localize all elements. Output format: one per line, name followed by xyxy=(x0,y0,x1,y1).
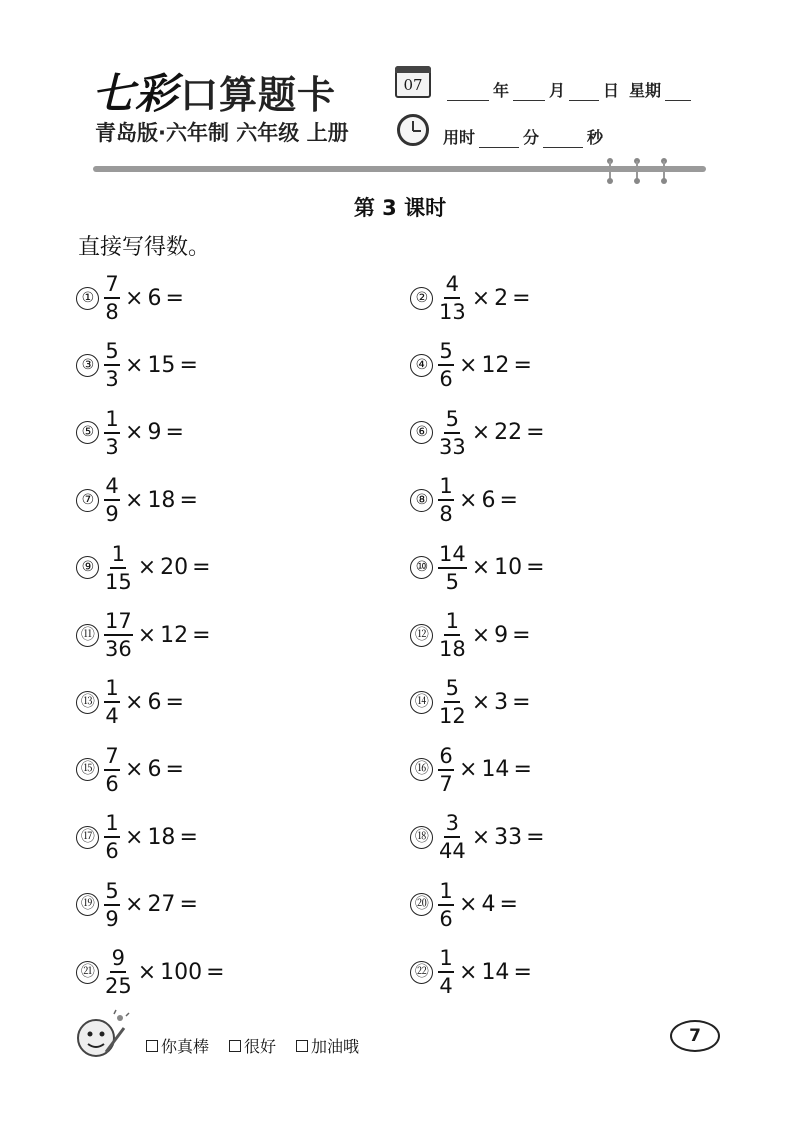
times-sign: × xyxy=(459,892,478,918)
minute-label: 分 xyxy=(523,128,540,147)
problem-number: ⑬ xyxy=(76,691,99,714)
brand-rest: 口算题卡 xyxy=(180,71,337,117)
problem-number: ③ xyxy=(76,354,99,377)
fraction-numerator: 7 xyxy=(104,745,120,771)
fraction-numerator: 9 xyxy=(110,947,126,973)
fraction xyxy=(438,880,454,930)
equals-sign: = xyxy=(165,420,184,446)
problem-item xyxy=(76,809,200,865)
fraction-numerator: 1 xyxy=(104,677,120,703)
multiplier: 10 xyxy=(494,555,523,581)
fraction xyxy=(104,677,120,727)
problem-number: ⑮ xyxy=(76,758,99,781)
problem-item xyxy=(410,742,534,798)
multiplier: 33 xyxy=(494,824,523,850)
multiplier: 14 xyxy=(481,757,510,783)
equals-sign: = xyxy=(179,352,198,378)
fraction-denominator: 33 xyxy=(439,434,466,459)
problem-number: ⑳ xyxy=(410,893,433,916)
problem-item xyxy=(410,472,520,528)
equals-sign: = xyxy=(499,892,518,918)
fraction xyxy=(438,475,454,525)
equals-sign: = xyxy=(165,757,184,783)
problem-number: ① xyxy=(76,287,99,310)
problem-number: ⑱ xyxy=(410,826,433,849)
day-label: 日 xyxy=(603,81,620,100)
problem-number: ⑥ xyxy=(410,421,433,444)
fraction xyxy=(104,543,133,593)
fraction-numerator: 6 xyxy=(438,745,454,771)
fraction-denominator: 18 xyxy=(439,637,466,661)
time-fields xyxy=(443,125,603,148)
problem-item xyxy=(76,674,186,730)
times-sign: × xyxy=(471,555,491,581)
equals-sign: = xyxy=(526,420,545,446)
fraction xyxy=(438,677,467,727)
times-sign: × xyxy=(137,959,157,985)
problem-item xyxy=(410,337,534,393)
fraction xyxy=(104,880,120,930)
equals-sign: = xyxy=(206,959,225,985)
fraction-numerator: 5 xyxy=(444,677,460,703)
problem-number: ④ xyxy=(410,354,433,377)
equals-sign: = xyxy=(192,555,211,581)
equals-sign: = xyxy=(513,352,532,378)
fraction xyxy=(104,947,133,997)
fraction-numerator: 14 xyxy=(438,543,467,569)
multiplier: 6 xyxy=(147,689,162,715)
problem-item xyxy=(410,877,520,933)
fraction xyxy=(104,610,133,660)
times-sign: × xyxy=(459,757,478,783)
fraction-numerator: 1 xyxy=(104,408,120,434)
fraction-denominator: 4 xyxy=(105,704,119,729)
problem-item xyxy=(410,809,547,865)
equals-sign: = xyxy=(165,689,184,715)
fraction-numerator: 3 xyxy=(444,812,460,838)
fraction-denominator: 3 xyxy=(105,367,119,392)
multiplier: 4 xyxy=(481,892,496,918)
brand-first: 七彩 xyxy=(92,69,179,118)
multiplier: 12 xyxy=(160,622,189,648)
fraction-numerator: 4 xyxy=(104,475,120,501)
equals-sign: = xyxy=(192,622,211,648)
fraction xyxy=(104,273,120,323)
times-sign: × xyxy=(125,285,144,311)
times-sign: × xyxy=(471,824,491,850)
minute-blank[interactable] xyxy=(479,129,519,148)
problem-number: ⑦ xyxy=(76,489,99,512)
equals-sign: = xyxy=(526,824,545,850)
fraction-denominator: 12 xyxy=(439,704,466,729)
problem-item xyxy=(410,270,533,326)
multiplier: 3 xyxy=(494,689,509,715)
times-sign: × xyxy=(125,824,144,850)
rating-option-great[interactable]: 你真棒 xyxy=(146,1034,209,1057)
fraction-numerator: 1 xyxy=(438,947,454,973)
multiplier: 18 xyxy=(147,487,176,513)
date-fields xyxy=(443,78,695,101)
multiplier: 15 xyxy=(147,352,176,378)
fraction-numerator: 1 xyxy=(438,880,454,906)
fraction xyxy=(104,340,120,390)
fraction-denominator: 25 xyxy=(105,974,132,998)
problem-item xyxy=(410,607,533,663)
fraction-denominator: 6 xyxy=(439,367,453,392)
equals-sign: = xyxy=(512,622,531,648)
fraction-numerator: 4 xyxy=(444,273,460,299)
rating-option-good[interactable]: 很好 xyxy=(229,1034,276,1057)
times-sign: × xyxy=(459,959,478,985)
multiplier: 14 xyxy=(481,959,510,985)
times-sign: × xyxy=(137,622,157,648)
times-sign: × xyxy=(125,892,144,918)
problem-item xyxy=(76,944,227,1000)
multiplier: 22 xyxy=(494,420,523,446)
equals-sign: = xyxy=(513,757,532,783)
problem-item xyxy=(76,540,213,596)
fraction-numerator: 5 xyxy=(104,340,120,366)
fraction xyxy=(438,745,454,795)
times-sign: × xyxy=(471,285,491,311)
mascot-icon xyxy=(74,1008,130,1066)
problem-item xyxy=(76,270,186,326)
time-used-label: 用时 xyxy=(443,128,476,147)
times-sign: × xyxy=(459,352,478,378)
fraction-denominator: 3 xyxy=(105,434,119,459)
multiplier: 100 xyxy=(160,959,203,985)
header-divider xyxy=(93,166,706,172)
times-sign: × xyxy=(125,352,144,378)
edition-label: 青岛版·六年制 六年级 上册 xyxy=(95,121,349,145)
fraction-numerator: 17 xyxy=(104,610,133,636)
problem-number: ⑧ xyxy=(410,489,433,512)
problem-item xyxy=(76,607,213,663)
rating-option-keep-going[interactable]: 加油哦 xyxy=(296,1034,359,1057)
multiplier: 18 xyxy=(147,824,176,850)
problem-item xyxy=(410,405,547,461)
fraction-denominator: 6 xyxy=(105,839,119,864)
problem-item xyxy=(76,405,186,461)
fraction-numerator: 5 xyxy=(438,340,454,366)
problem-number: ⑰ xyxy=(76,826,99,849)
fraction xyxy=(104,745,120,795)
fraction-denominator: 9 xyxy=(105,502,119,527)
fraction xyxy=(104,408,120,458)
times-sign: × xyxy=(471,622,491,648)
times-sign: × xyxy=(125,757,144,783)
month-blank[interactable] xyxy=(513,82,545,101)
problem-number: ⑫ xyxy=(410,624,433,647)
fraction-denominator: 44 xyxy=(439,839,466,864)
fraction-numerator: 5 xyxy=(104,880,120,906)
checkbox[interactable] xyxy=(229,1040,241,1052)
equals-sign: = xyxy=(512,285,531,311)
multiplier: 20 xyxy=(160,555,189,581)
calendar-day: 07 xyxy=(403,76,423,94)
problem-number: ⑪ xyxy=(76,624,99,647)
fraction-denominator: 5 xyxy=(445,569,460,594)
times-sign: × xyxy=(459,487,478,513)
times-sign: × xyxy=(471,420,491,446)
second-blank[interactable] xyxy=(543,129,583,148)
fraction-denominator: 8 xyxy=(105,300,119,324)
clock-icon xyxy=(397,114,429,146)
fraction xyxy=(438,408,467,458)
fraction xyxy=(104,475,120,525)
problem-number: ⑯ xyxy=(410,758,433,781)
times-sign: × xyxy=(471,689,491,715)
fraction-denominator: 8 xyxy=(439,502,453,527)
problem-item xyxy=(410,540,547,596)
day-blank[interactable] xyxy=(569,82,599,101)
fraction-numerator: 1 xyxy=(104,812,120,838)
checkbox[interactable] xyxy=(146,1040,158,1052)
weekday-blank[interactable] xyxy=(665,82,691,101)
equals-sign: = xyxy=(526,555,545,581)
calendar-icon xyxy=(395,66,431,98)
fraction-denominator: 13 xyxy=(439,300,466,324)
fraction-numerator: 1 xyxy=(110,543,126,569)
multiplier: 27 xyxy=(147,892,176,918)
problem-number: ㉑ xyxy=(76,961,99,984)
year-label: 年 xyxy=(493,81,510,100)
problem-item xyxy=(76,877,200,933)
page-number: 7 xyxy=(670,1020,720,1052)
fraction-denominator: 6 xyxy=(105,771,119,796)
problem-item xyxy=(76,472,200,528)
binder-ring-icon xyxy=(633,158,641,184)
fraction xyxy=(438,543,467,593)
multiplier: 12 xyxy=(481,352,510,378)
problem-number: ⑭ xyxy=(410,691,433,714)
fraction xyxy=(438,812,467,862)
equals-sign: = xyxy=(499,487,518,513)
fraction-denominator: 4 xyxy=(439,974,453,998)
problem-number: ② xyxy=(410,287,433,310)
lesson-title: 第 3 课时 xyxy=(353,196,447,220)
times-sign: × xyxy=(137,555,157,581)
multiplier: 6 xyxy=(147,285,162,311)
fraction xyxy=(438,610,467,660)
equals-sign: = xyxy=(513,959,532,985)
fraction-denominator: 6 xyxy=(439,906,453,931)
weekday-label: 星期 xyxy=(629,81,662,100)
problem-item xyxy=(76,742,186,798)
problem-number: ⑩ xyxy=(410,556,433,579)
brand-title xyxy=(92,66,336,116)
fraction-numerator: 7 xyxy=(104,273,120,299)
fraction-numerator: 1 xyxy=(444,610,460,636)
fraction xyxy=(438,947,454,997)
equals-sign: = xyxy=(179,824,198,850)
fraction xyxy=(104,812,120,862)
fraction-denominator: 7 xyxy=(439,771,453,796)
fraction-denominator: 15 xyxy=(105,569,132,594)
second-label: 秒 xyxy=(587,128,604,147)
fraction xyxy=(438,340,454,390)
multiplier: 9 xyxy=(147,420,162,446)
problem-number: ⑲ xyxy=(76,893,99,916)
fraction xyxy=(438,273,467,323)
rating-options xyxy=(146,1034,379,1057)
multiplier: 2 xyxy=(494,285,509,311)
equals-sign: = xyxy=(512,689,531,715)
problem-number: ⑤ xyxy=(76,421,99,444)
binder-ring-icon xyxy=(660,158,668,184)
problem-item xyxy=(76,337,200,393)
problem-item xyxy=(410,944,534,1000)
equals-sign: = xyxy=(179,892,198,918)
fraction-numerator: 1 xyxy=(438,475,454,501)
multiplier: 6 xyxy=(147,757,162,783)
times-sign: × xyxy=(125,487,144,513)
instruction: 直接写得数。 xyxy=(78,235,211,260)
problem-number: ⑨ xyxy=(76,556,99,579)
equals-sign: = xyxy=(165,285,184,311)
fraction-numerator: 5 xyxy=(444,408,460,434)
multiplier: 9 xyxy=(494,622,509,648)
equals-sign: = xyxy=(179,487,198,513)
fraction-denominator: 9 xyxy=(105,906,119,931)
month-label: 月 xyxy=(549,81,566,100)
problem-item xyxy=(410,674,533,730)
times-sign: × xyxy=(125,420,144,446)
times-sign: × xyxy=(125,689,144,715)
checkbox[interactable] xyxy=(296,1040,308,1052)
multiplier: 6 xyxy=(481,487,496,513)
problem-number: ㉒ xyxy=(410,961,433,984)
fraction-denominator: 36 xyxy=(105,637,132,661)
binder-ring-icon xyxy=(606,158,614,184)
year-blank[interactable] xyxy=(447,82,489,101)
